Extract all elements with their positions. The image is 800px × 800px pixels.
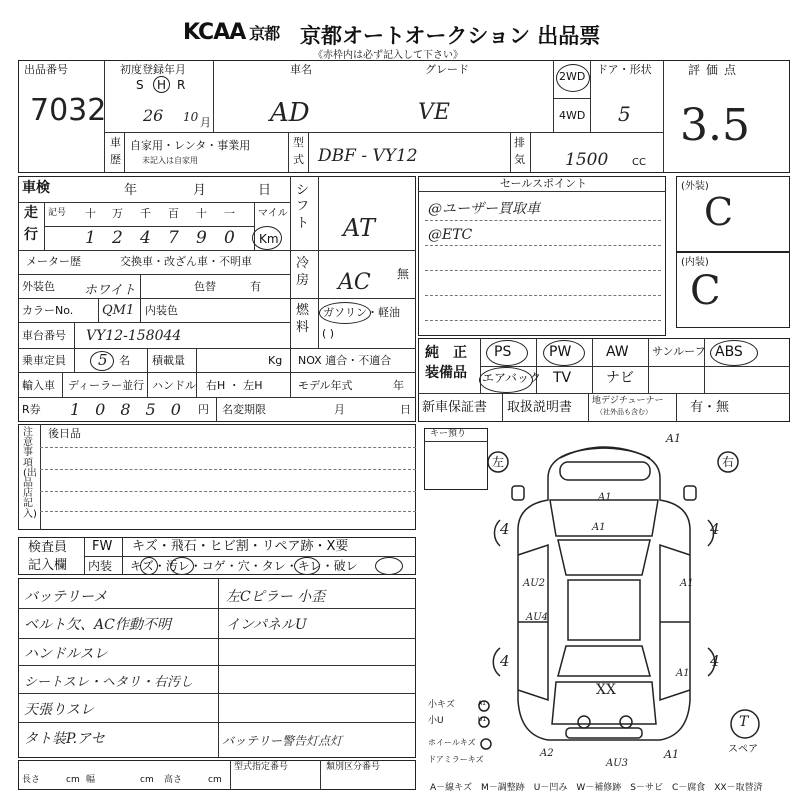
shaken-year: 年 — [124, 183, 138, 198]
damage-mark-2: A1 — [592, 522, 606, 533]
grade-label: グレード — [425, 63, 469, 76]
model-label-2: 式 — [293, 153, 304, 166]
digit-head-1: 万 — [112, 207, 123, 220]
car-name: AD — [270, 98, 310, 128]
damage-mark-6: A1 — [676, 668, 690, 679]
salespoint-line-2: @ETC — [428, 227, 473, 243]
door-label: ドア・形状 — [597, 63, 652, 76]
fuel-label: 燃料 — [296, 303, 310, 335]
model-year-unit: 年 — [393, 379, 404, 392]
mile-label: マイル — [258, 208, 288, 219]
chassis-number: VY12-158044 — [86, 328, 182, 344]
model-code: DBF - VY12 — [318, 146, 418, 166]
shift-label: シフト — [296, 183, 310, 231]
digit-head-4: 十 — [196, 207, 207, 220]
equip-abs: ABS — [715, 344, 743, 360]
fw-items: キズ・飛石・ヒビ割・リペア跡・X要 — [132, 539, 349, 554]
disp-label-1: 排 — [514, 136, 525, 149]
remark-left-2: ハンドルスレ — [24, 646, 108, 662]
remark-right-5: バッテリー警告灯点灯 — [222, 734, 343, 748]
reg-year: 26 — [143, 106, 164, 125]
sheet-subtitle: 《赤枠内は必ず記入して下さい》 — [313, 50, 463, 61]
damage-mark-10: 4 — [500, 652, 510, 670]
yen-unit: 円 — [198, 403, 209, 416]
int-items: キズ・汚レ・コゲ・穴・タレ・キレ・破レ — [130, 559, 358, 573]
salespoint-line-1: @ユーザー買取車 — [428, 201, 540, 217]
ext-grade-label: (外装) — [681, 181, 709, 192]
lot-number: 7032 — [30, 93, 107, 128]
legend-small-scratch: 小キズ — [428, 700, 455, 710]
damage-mark-3: AU2 — [523, 578, 546, 589]
remark-left-3: シートスレ・ヘタリ・右汚し — [24, 675, 193, 690]
dim-length: 長さ — [22, 775, 41, 785]
digital-tuner-label: 地デジチューナー — [592, 396, 664, 406]
int-grade: C — [690, 268, 721, 314]
aircon-value: AC — [338, 270, 371, 295]
int-grade-label: (内装) — [681, 257, 709, 268]
equip-ps: PS — [494, 344, 512, 360]
drive-4wd: 4WD — [559, 109, 586, 122]
handle-label: ハンドル — [152, 379, 196, 392]
mileage-record: 記号 — [48, 208, 67, 218]
nox-options: NOX 適合・不適合 — [298, 354, 392, 367]
recycle-amount: 10850 — [70, 400, 196, 419]
grade: VE — [418, 100, 450, 125]
remark-left-0: バッテリーメ — [24, 589, 108, 605]
model-label-1: 型 — [293, 136, 304, 149]
spare-label: スペア — [728, 744, 758, 755]
lot-label: 出品番号 — [24, 63, 68, 76]
damage-mark-9: 4 — [710, 520, 720, 538]
damage-mark-8: 4 — [500, 520, 510, 538]
shift-value: AT — [343, 214, 376, 242]
mileage-digit-3: 7 — [168, 228, 179, 248]
dim-width: 幅 — [86, 775, 96, 785]
inspector-label-1: 検査員 — [28, 540, 68, 555]
model-year-label: モデル年式 — [298, 379, 353, 392]
damage-mark-7: XX — [596, 682, 616, 698]
color-change: 有 — [250, 280, 261, 293]
digital-yes-no: 有・無 — [690, 400, 730, 415]
score-label: 評価点 — [688, 63, 743, 77]
after-items-label: 後日品 — [48, 427, 81, 440]
legend-small-dent: 小U — [428, 716, 444, 726]
ext-color: ホワイト — [84, 283, 136, 298]
reg-month: 10 — [183, 110, 199, 124]
legend-small-dent-mark: U1 — [478, 716, 487, 723]
type-designation-label: 型式指定番号 — [234, 762, 289, 772]
category-label: 類別区分番号 — [326, 762, 381, 772]
damage-mark-11: 4 — [710, 652, 720, 670]
drive-2wd: 2WD — [559, 70, 586, 83]
score: 3.5 — [680, 100, 750, 151]
remark-left-4: 天張りスレ — [24, 702, 94, 718]
equip-pw: PW — [549, 344, 572, 360]
color-no: QM1 — [102, 303, 135, 318]
era-r: R — [177, 78, 186, 92]
import-label: 輸入車 — [22, 379, 55, 392]
equip-label-1: 純 正 — [425, 345, 467, 361]
usage-options: 自家用・レンタ・事業用 — [130, 139, 251, 152]
salespoint-title: セールスポイント — [500, 177, 588, 190]
remark-left-5: タト装P.アセ — [24, 731, 105, 747]
dim-width-unit: cm — [140, 775, 154, 785]
damage-legend: A－線キズ M－調整跡 U－凹み W－補修跡 S－サビ C－腐食 XX－取替済 — [430, 783, 763, 793]
name-change-day: 日 — [400, 403, 411, 416]
shaken-month: 月 — [193, 183, 207, 198]
recycle-label: R券 — [22, 403, 41, 416]
doors: 5 — [618, 102, 631, 126]
color-change-label: 色替 — [194, 280, 216, 293]
damage-mark-0: A1 — [666, 432, 681, 445]
name-change-month: 月 — [334, 403, 345, 416]
fw-label: FW — [92, 539, 113, 554]
mileage-digit-5: 0 — [224, 228, 235, 248]
era-s: S — [136, 78, 144, 92]
int-color-label: 内装色 — [145, 304, 178, 317]
equip-aw: AW — [606, 344, 629, 360]
dim-height: 高さ — [164, 775, 183, 785]
damage-mark-1: A1 — [598, 492, 612, 503]
digit-head-3: 百 — [168, 207, 179, 220]
damage-mark-5: AU4 — [526, 612, 549, 623]
meter-label: メーター歴 — [26, 255, 81, 268]
sheet-title: 京都オートオークション 出品票 — [300, 24, 601, 48]
car-name-label: 車名 — [290, 63, 312, 76]
shaken-label: 車検 — [22, 180, 50, 196]
fuel-paren: ( ) — [322, 327, 335, 340]
equip-label-2: 装備品 — [425, 365, 467, 381]
legend-wheel: ホイールキズ — [428, 738, 476, 747]
damage-mark-4: A1 — [680, 578, 694, 589]
damage-mark-15: T — [739, 714, 749, 730]
usage-label-1: 車 — [110, 136, 121, 149]
usage-label-2: 歴 — [110, 153, 121, 166]
chassis-label: 車台番号 — [22, 329, 66, 342]
damage-mark-13: AU3 — [606, 758, 629, 769]
disp-label-2: 気 — [514, 153, 525, 166]
month-unit: 月 — [200, 116, 211, 129]
equip-airbag: エアバック — [482, 371, 542, 385]
int-label: 内装 — [88, 559, 113, 573]
ext-grade: C — [704, 190, 734, 234]
fuel-options: ガソリン・軽油 — [323, 306, 400, 319]
aircon-label: 冷房 — [296, 256, 310, 288]
warranty-label: 新車保証書 — [422, 400, 488, 415]
capacity-label: 乗車定員 — [22, 354, 66, 367]
mileage-digit-4: 9 — [196, 228, 207, 248]
equip-sunroof: サンルーフ — [652, 345, 706, 358]
name-change-label: 名変期限 — [222, 403, 266, 416]
equip-tv: TV — [553, 370, 572, 386]
diagram-left: 左 — [492, 455, 505, 469]
dim-length-unit: cm — [66, 775, 80, 785]
era-h: H — [157, 78, 167, 92]
legend-small-scratch-mark: A1 — [478, 700, 486, 707]
mileage-label-1: 走 — [24, 205, 38, 221]
shaken-day: 日 — [258, 183, 272, 198]
aircon-none: 無 — [397, 267, 410, 281]
legend-mirror: ドアミラーキズ — [428, 755, 484, 764]
dim-height-unit: cm — [208, 775, 222, 785]
digital-tuner-note: （社外品も含む） — [596, 408, 652, 416]
meter-options: 交換車・改ざん車・不明車 — [120, 255, 252, 268]
capacity-unit: 名 — [119, 354, 130, 367]
remark-right-1: インパネルU — [226, 617, 307, 633]
diagram-right: 右 — [722, 455, 735, 469]
mileage-digit-2: 4 — [140, 228, 151, 248]
handle-options: 右H ・ 左H — [206, 379, 263, 392]
usage-note: 未記入は自家用 — [142, 156, 198, 165]
inspector-label-2: 記入欄 — [28, 558, 68, 573]
reg-label: 初度登録年月 — [120, 63, 186, 76]
remark-left-1: ベルト欠、AC作動不明 — [24, 617, 171, 633]
notes-label: 注意事項(出品店記入) — [23, 427, 37, 520]
digit-head-0: 十 — [85, 207, 96, 220]
capacity: 5 — [98, 351, 108, 369]
mileage-digit-0: 1 — [85, 228, 96, 248]
cc-unit: CC — [632, 157, 646, 168]
remark-right-0: 左Cピラー 小歪 — [226, 589, 326, 605]
digit-head-2: 千 — [140, 207, 151, 220]
km-label: Km — [259, 232, 279, 246]
load-kg: Kg — [268, 354, 283, 367]
damage-mark-12: A2 — [540, 748, 554, 759]
dealer-options: ディーラー並行 — [68, 379, 145, 392]
brand-logo: KCAA 京都 — [183, 20, 280, 45]
mileage-label-2: 行 — [24, 227, 38, 243]
color-no-label: カラーNo. — [22, 304, 74, 317]
keys-label: キー預り — [430, 429, 467, 439]
digit-head-5: 一 — [224, 207, 235, 220]
manual-label: 取扱説明書 — [507, 400, 573, 415]
mileage-digit-1: 2 — [112, 228, 123, 248]
damage-mark-14: A1 — [664, 748, 679, 761]
equip-navi: ナビ — [606, 370, 634, 386]
ext-color-label: 外装色 — [22, 280, 55, 293]
load-label: 積載量 — [152, 354, 185, 367]
displacement: 1500 — [565, 150, 609, 170]
